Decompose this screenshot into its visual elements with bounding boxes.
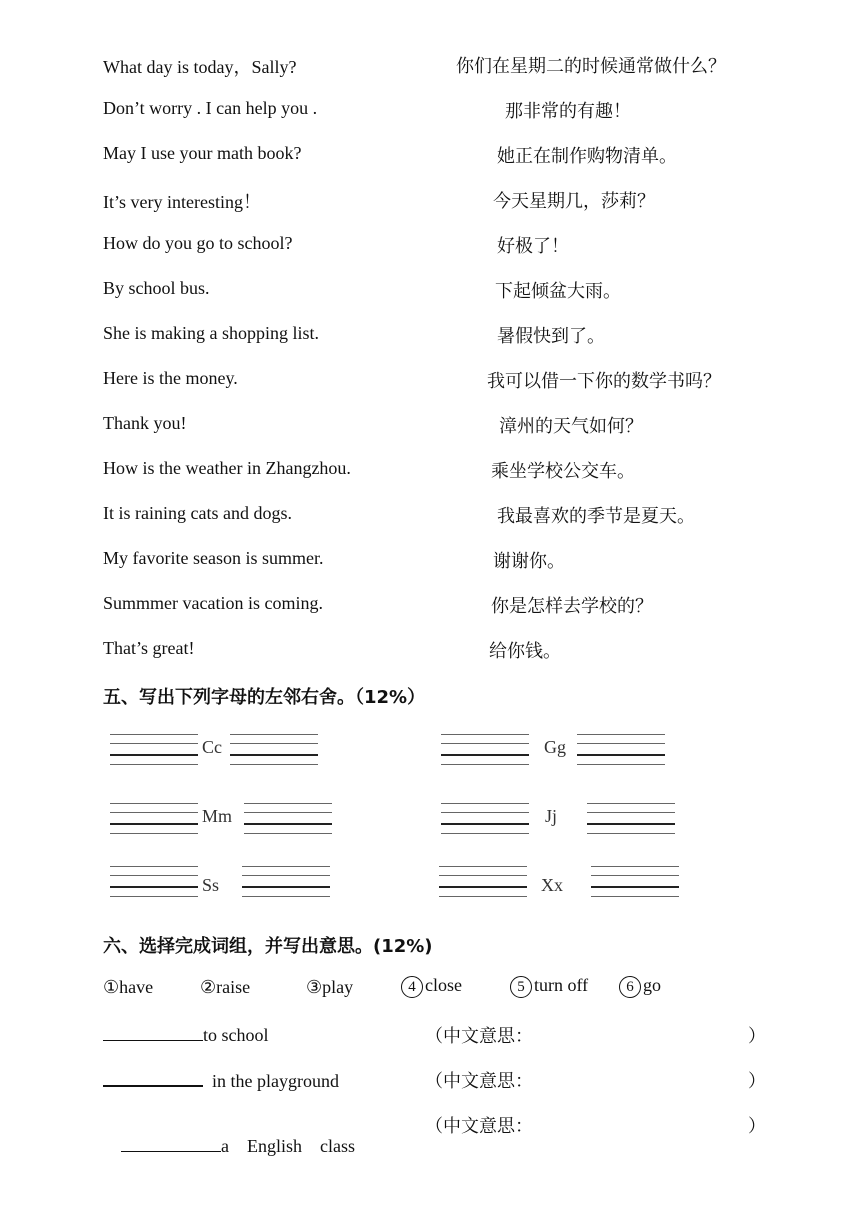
word-option bbox=[103, 977, 153, 998]
option-number: ③ bbox=[306, 977, 323, 997]
chinese-sentence: 漳州的天气如何？ bbox=[499, 416, 643, 437]
english-sentence: Don’t worry . I can help you . bbox=[103, 98, 318, 118]
answer-blank[interactable] bbox=[103, 1022, 203, 1041]
english-sentence: My favorite season is summer. bbox=[103, 548, 324, 568]
writing-lines[interactable] bbox=[110, 734, 198, 768]
writing-lines[interactable] bbox=[591, 866, 679, 900]
letter-label: Gg bbox=[544, 737, 566, 757]
word-option bbox=[401, 975, 462, 998]
chinese-sentence: 你们在星期二的时候通常做什么？ bbox=[456, 56, 726, 77]
chinese-sentence: 乘坐学校公交车。 bbox=[491, 461, 635, 482]
answer-blank[interactable] bbox=[103, 1067, 203, 1087]
english-sentence: How do you go to school? bbox=[103, 233, 293, 253]
english-sentence: It’s very interesting！ bbox=[103, 192, 261, 212]
english-sentence: Here is the money. bbox=[103, 368, 238, 388]
meaning-label: （中文意思： bbox=[425, 1026, 533, 1046]
word-option bbox=[200, 977, 250, 998]
writing-lines[interactable] bbox=[441, 734, 529, 768]
option-word: raise bbox=[216, 977, 251, 997]
chinese-sentence: 她正在制作购物清单。 bbox=[497, 146, 677, 167]
option-word: play bbox=[322, 977, 354, 997]
writing-lines[interactable] bbox=[244, 803, 332, 837]
writing-lines[interactable] bbox=[587, 803, 675, 837]
writing-lines[interactable] bbox=[110, 866, 198, 900]
option-number: 6 bbox=[619, 976, 641, 998]
letter-label: Xx bbox=[541, 875, 563, 895]
phrase-row bbox=[103, 1022, 269, 1046]
chinese-sentence: 你是怎样去学校的？ bbox=[491, 596, 653, 617]
section-six-title: 六、选择完成词组，并写出意思。(12%) bbox=[103, 936, 433, 957]
phrase-text: to school bbox=[203, 1025, 269, 1045]
option-word: close bbox=[425, 975, 462, 995]
english-sentence: Thank you! bbox=[103, 413, 187, 433]
chinese-sentence: 我最喜欢的季节是夏天。 bbox=[497, 506, 695, 527]
chinese-sentence: 那非常的有趣！ bbox=[505, 101, 631, 122]
section-five-title: 五、写出下列字母的左邻右舍。（12%） bbox=[103, 687, 426, 708]
option-number: ① bbox=[103, 977, 120, 997]
meaning-close: ） bbox=[748, 1071, 766, 1091]
letter-label: Ss bbox=[202, 875, 220, 895]
option-word: go bbox=[643, 975, 661, 995]
option-number: ② bbox=[200, 977, 217, 997]
meaning-label: （中文意思： bbox=[425, 1071, 533, 1091]
english-sentence: How is the weather in Zhangzhou. bbox=[103, 458, 351, 478]
word-option bbox=[306, 977, 353, 998]
phrase-text: a English class bbox=[221, 1136, 355, 1156]
word-option bbox=[619, 975, 661, 998]
letter-label: Cc bbox=[202, 737, 222, 757]
phrase-text: in the playground bbox=[212, 1071, 339, 1091]
answer-blank[interactable] bbox=[121, 1133, 221, 1152]
english-sentence: May I use your math book? bbox=[103, 143, 302, 163]
chinese-sentence: 下起倾盆大雨。 bbox=[495, 281, 621, 302]
english-sentence: It is raining cats and dogs. bbox=[103, 503, 292, 523]
english-sentence: What day is today，Sally? bbox=[103, 57, 297, 77]
chinese-sentence: 谢谢你。 bbox=[493, 551, 565, 572]
option-word: have bbox=[119, 977, 154, 997]
writing-lines[interactable] bbox=[242, 866, 330, 900]
chinese-sentence: 好极了！ bbox=[497, 236, 569, 257]
writing-lines[interactable] bbox=[439, 866, 527, 900]
phrase-row bbox=[103, 1067, 339, 1092]
word-option bbox=[510, 975, 588, 998]
meaning-label: （中文意思： bbox=[425, 1116, 533, 1136]
english-sentence: Summmer vacation is coming. bbox=[103, 593, 323, 613]
english-sentence: By school bus. bbox=[103, 278, 210, 298]
letter-label: Mm bbox=[202, 806, 233, 826]
option-number: 4 bbox=[401, 976, 423, 998]
english-sentence: That’s great! bbox=[103, 638, 195, 658]
writing-lines[interactable] bbox=[230, 734, 318, 768]
meaning-close: ） bbox=[748, 1116, 766, 1136]
chinese-sentence: 给你钱。 bbox=[489, 641, 561, 662]
chinese-sentence: 我可以借一下你的数学书吗？ bbox=[487, 371, 721, 392]
letter-label: Jj bbox=[545, 806, 558, 826]
phrase-row bbox=[103, 1112, 355, 1178]
writing-lines[interactable] bbox=[577, 734, 665, 768]
chinese-sentence: 暑假快到了。 bbox=[497, 326, 605, 347]
option-word: turn off bbox=[534, 975, 589, 995]
option-number: 5 bbox=[510, 976, 532, 998]
writing-lines[interactable] bbox=[441, 803, 529, 837]
english-sentence: She is making a shopping list. bbox=[103, 323, 319, 343]
writing-lines[interactable] bbox=[110, 803, 198, 837]
meaning-close: ） bbox=[748, 1026, 766, 1046]
chinese-sentence: 今天星期几，莎莉？ bbox=[493, 191, 655, 212]
